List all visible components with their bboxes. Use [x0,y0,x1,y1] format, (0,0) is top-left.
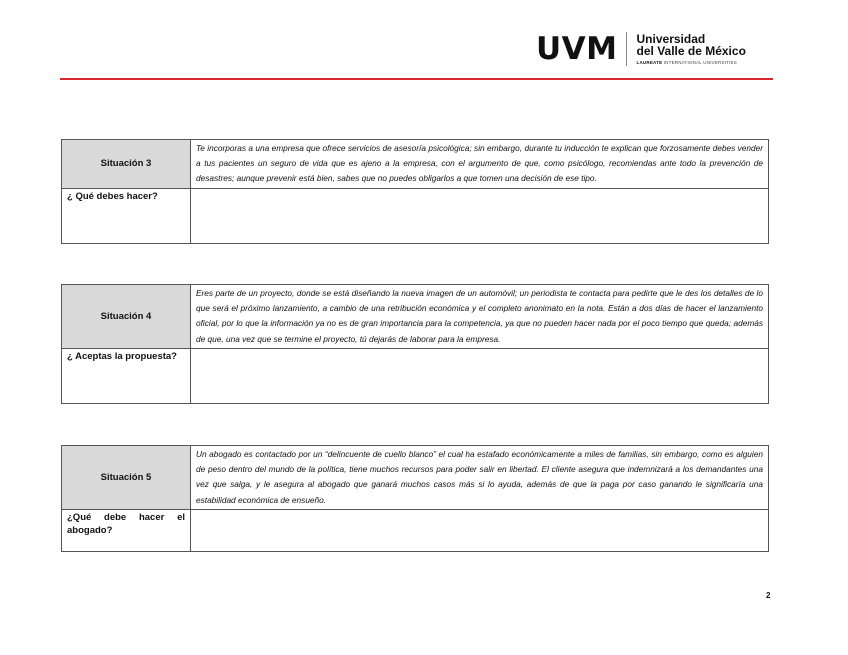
logo-university-line1: Universidad [636,31,706,46]
uvm-logo [536,26,746,72]
situation-5-question: ¿Qué debe hacer el abogado? [62,509,191,551]
situation-4-answer-field[interactable] [191,348,769,403]
situation-3-table [61,139,769,244]
situation-4-label: Situación 4 [62,285,191,349]
page-number: 2 [766,591,771,600]
logo-divider [626,32,627,66]
logo-mark: UVM [536,30,618,67]
logo-laureate-rest: INTERNATIONAL UNIVERSITIES [663,59,737,65]
situation-3-question: ¿ Qué debes hacer? [62,188,191,243]
logo-laureate-brand: LAUREATE [636,59,663,65]
situation-5-answer-field[interactable] [191,509,769,551]
situation-5-label: Situación 5 [62,446,191,510]
header-divider [60,78,773,80]
situation-4-table [61,284,769,404]
situation-4-text: Eres parte de un proyecto, donde se está diseñando la nueva imagen de un automóvil; un periodista te contacta para pedirte que le des los detalles de lo que será el próximo lanzamiento, a cambio de una retribución económica y el completo anonimato en la nota. Están a dos días de hacer el lanzamiento oficial, por lo que la información ya no es de gran importancia para la competencia, ya que no pueden hacer nada por el poco tiempo que queda; además de que, una vez que se termine el proyecto, tú dejarás de laborar para la empresa. [191,285,769,349]
situation-4-question: ¿ Aceptas la propuesta? [62,348,191,403]
situation-5-table [61,445,769,552]
situation-3-text: Te incorporas a una empresa que ofrece servicios de asesoría psicológica; sin embargo, durante tu inducción te explican que forzosamente debes vender a tus pacientes un seguro de vida que es ajeno a la empresa, con el argumento de que, como psicólogo, recomiendas ante todo la prevención de desastres; aunque prevenir está bien, sabes que no puedes obligarlos a que tomen una decisión de ese tipo. [191,140,769,189]
logo-text [637,33,746,66]
logo-laureate-line [637,61,746,66]
situation-3-answer-field[interactable] [191,188,769,243]
logo-university-line2: del Valle de México [636,44,746,59]
situation-3-label: Situación 3 [62,140,191,189]
situation-5-text: Un abogado es contactado por un “delincuente de cuello blanco” el cual ha estafado económicamente a miles de familias, sin embargo, como es alguien de peso dentro del mundo de la política, tiene muchos recursos para poder salir en libertad. El cliente asegura que indemnizará a los demandantes una vez que salga, y le asegura al abogado que ganará muchos casos más si lo ayuda, además de que la paga por caso ganando le significaría una estabilidad económica de ensueño. [191,446,769,510]
